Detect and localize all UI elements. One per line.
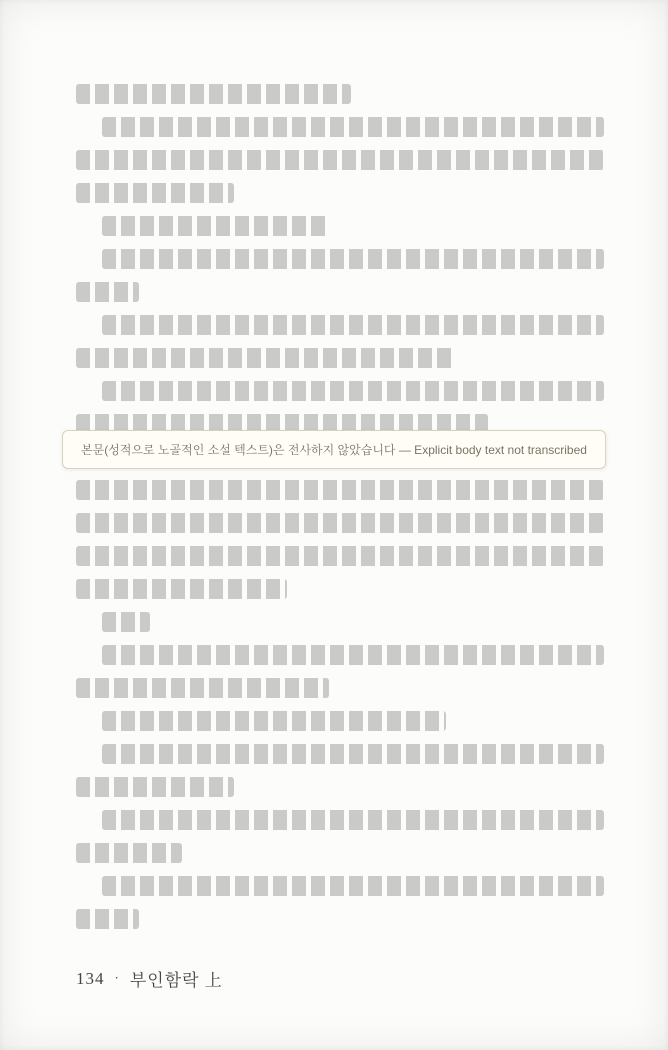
- paragraph-redacted: [76, 249, 604, 302]
- paragraph-redacted: [76, 84, 604, 104]
- text-line-redacted: [102, 216, 329, 236]
- text-line-redacted: [102, 612, 150, 632]
- paragraph-redacted: [76, 744, 604, 797]
- paragraph-redacted: [76, 612, 604, 632]
- text-line-redacted: [102, 711, 446, 731]
- paragraph-redacted: [76, 447, 604, 599]
- text-line-redacted: [102, 645, 604, 665]
- text-line-redacted: [76, 150, 604, 170]
- paragraph-redacted: [76, 216, 604, 236]
- footer-separator: ·: [114, 969, 120, 985]
- paragraph-redacted: [76, 381, 604, 434]
- text-line-redacted: [76, 546, 604, 566]
- text-line-redacted: [76, 843, 182, 863]
- text-line-redacted: [102, 249, 604, 269]
- text-line-redacted: [76, 513, 604, 533]
- text-line-redacted: [76, 777, 234, 797]
- paragraph-redacted: [76, 876, 604, 929]
- text-line-redacted: [102, 810, 604, 830]
- text-line-redacted: [76, 480, 604, 500]
- text-line-redacted: [76, 678, 329, 698]
- text-line-redacted: [76, 909, 139, 929]
- text-line-redacted: [102, 117, 604, 137]
- text-line-redacted: [76, 183, 234, 203]
- text-line-redacted: [102, 744, 604, 764]
- paragraph-redacted: [76, 117, 604, 203]
- body-text-redacted: [76, 84, 604, 942]
- paragraph-redacted: [76, 810, 604, 863]
- text-line-redacted: [102, 381, 604, 401]
- text-line-redacted: [102, 876, 604, 896]
- book-title: 부인함락 上: [129, 971, 223, 990]
- redaction-notice: 본문(성적으로 노골적인 소설 텍스트)은 전사하지 않았습니다 — Explicit body text not transcribed: [62, 430, 606, 469]
- paragraph-redacted: [76, 315, 604, 368]
- text-line-redacted: [76, 282, 139, 302]
- page-footer: [76, 966, 223, 991]
- page-number: 134: [76, 968, 105, 988]
- text-line-redacted: [102, 315, 604, 335]
- paragraph-redacted: [76, 645, 604, 698]
- text-line-redacted: [76, 579, 287, 599]
- text-line-redacted: [76, 348, 456, 368]
- paragraph-redacted: [76, 711, 604, 731]
- text-line-redacted: [76, 84, 351, 104]
